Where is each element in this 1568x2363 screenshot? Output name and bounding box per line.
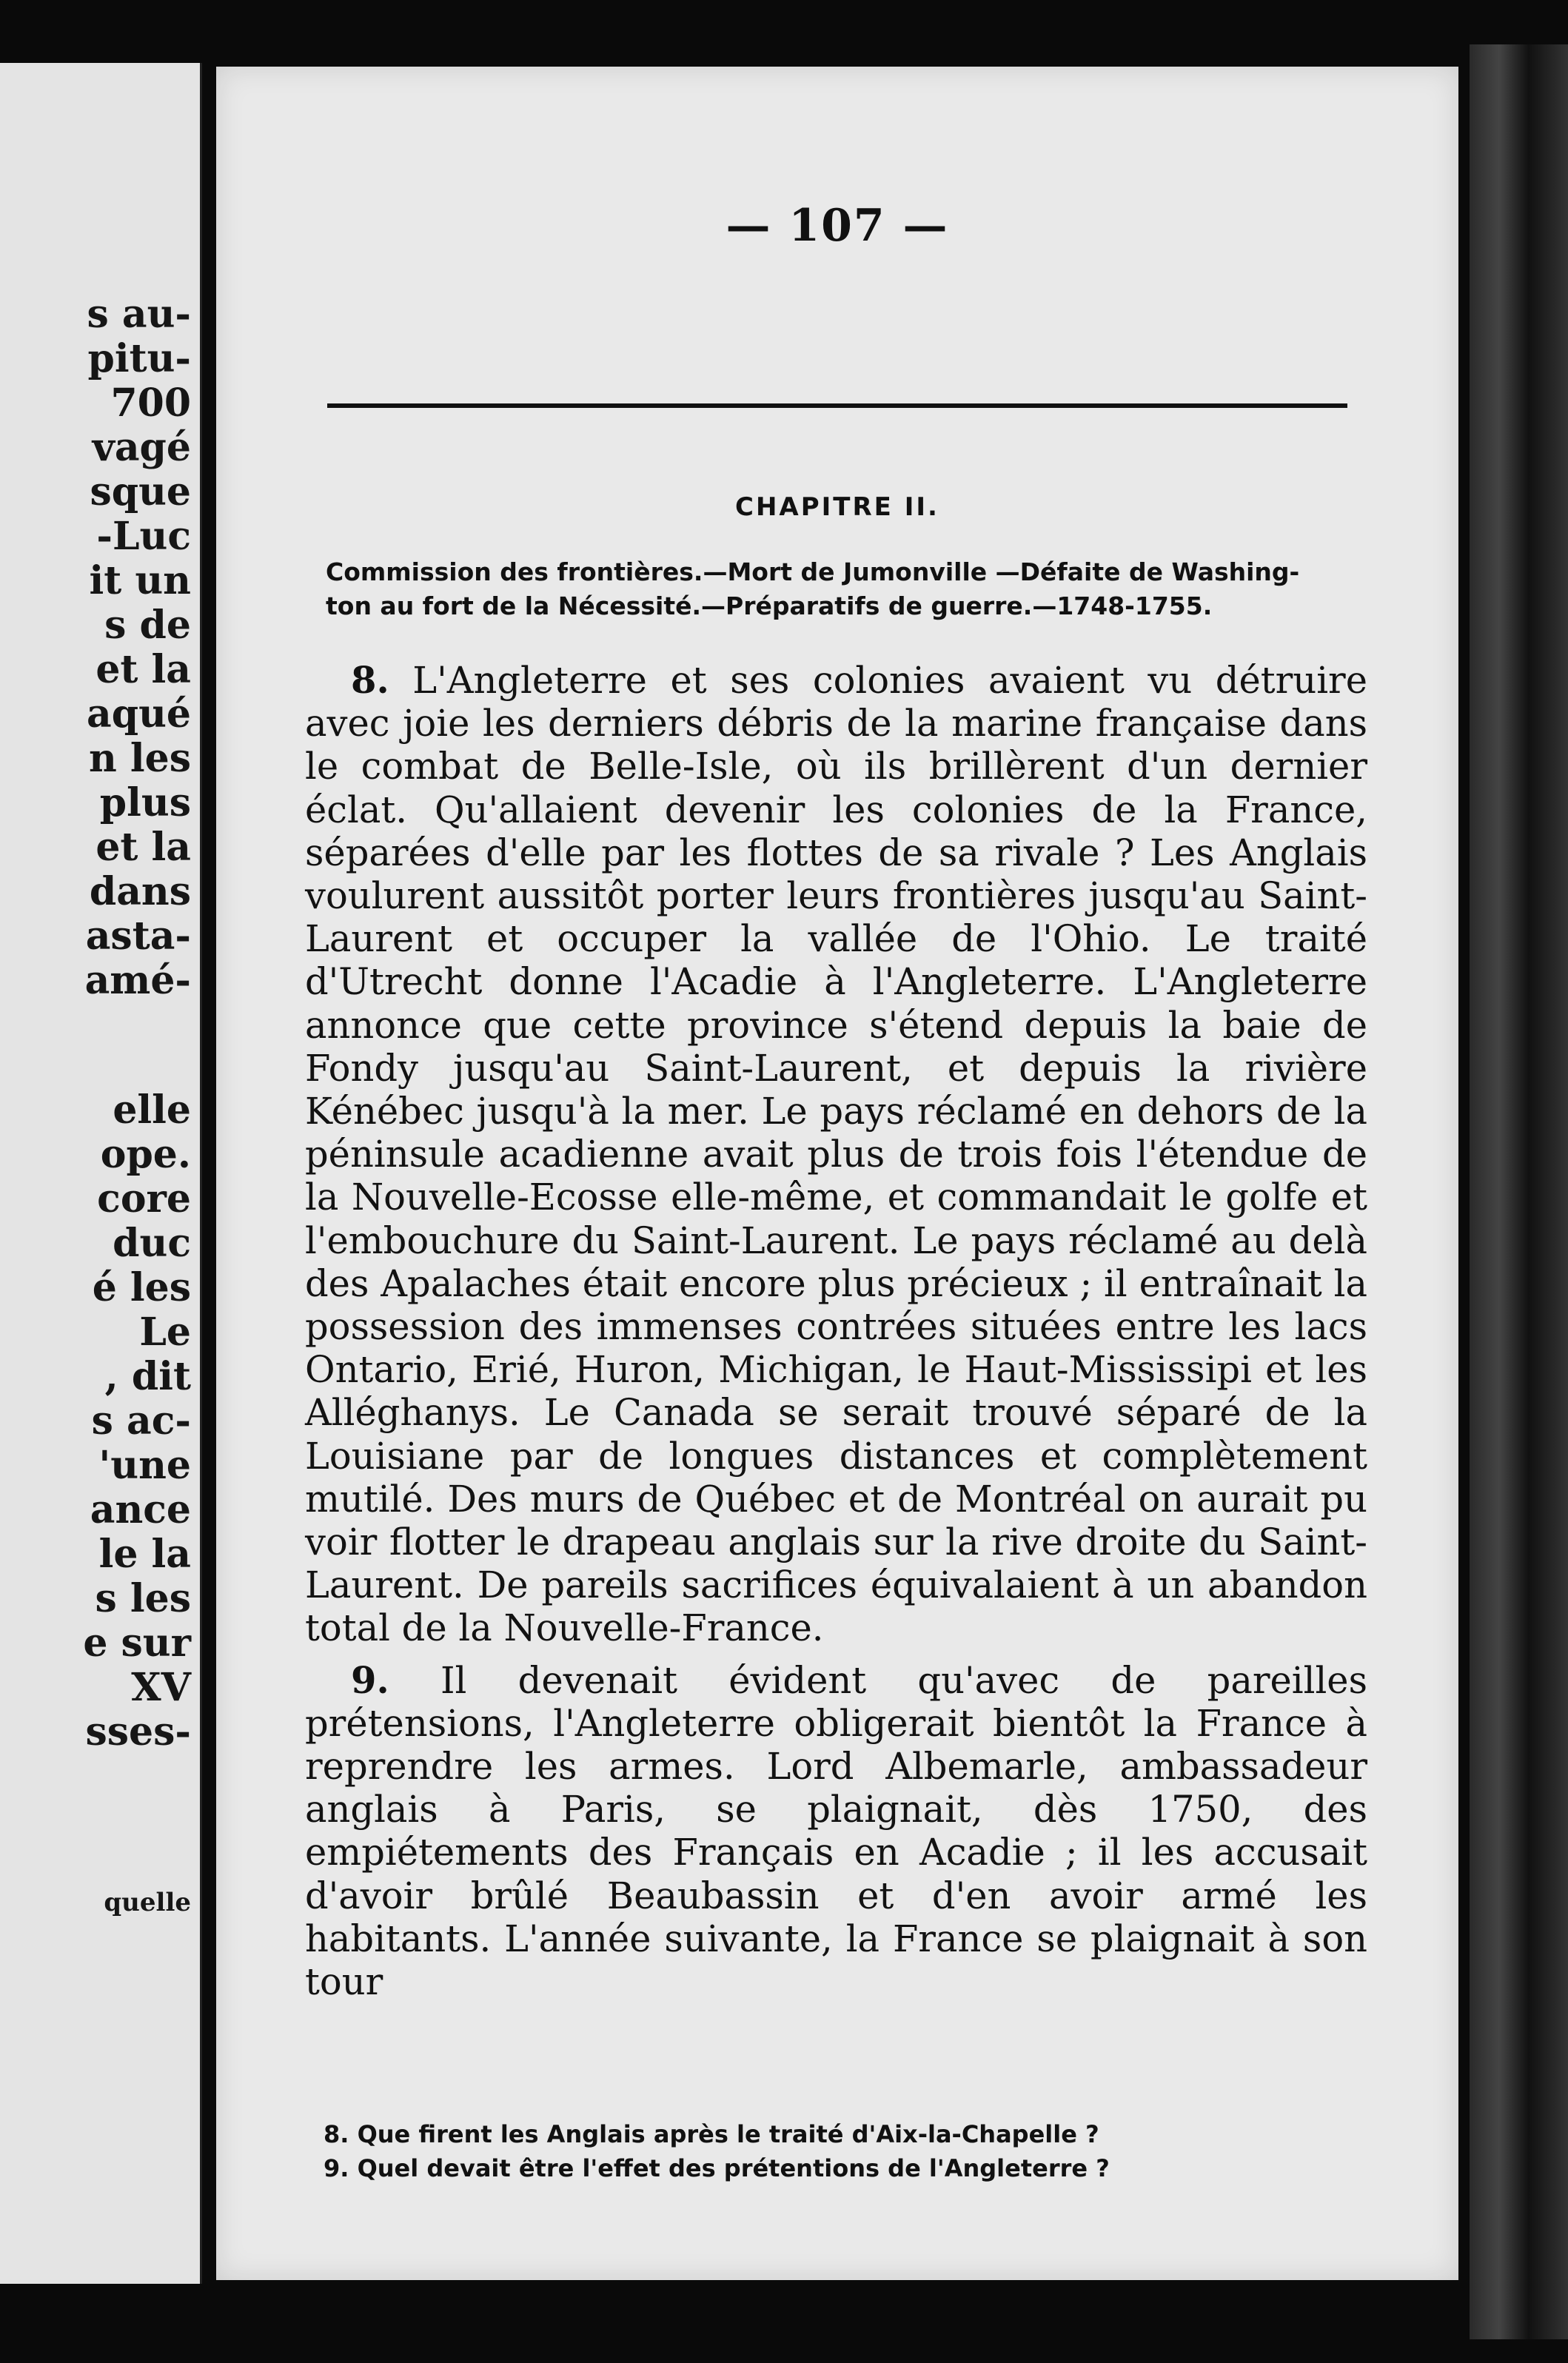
footnote: 8. Que firent les Anglais après le traité d'Aix-la-Chapelle ? (324, 2120, 1099, 2148)
left-page-text: plus (99, 780, 191, 825)
left-page-text: aqué (87, 691, 191, 737)
left-page-text: é les (92, 1265, 191, 1310)
paragraph-text: L'Angleterre et ses colonies avaient vu détruire avec joie les derniers débris de la marine française dans le combat de Belle-Isle, où ils brillèrent d'un dernier éclat. Qu'allaient devenir les colonies de la France, séparées d'elle par les flottes de sa rivale ? Les Anglais voulurent aussitôt porter leurs frontières jusqu'au Saint-Laurent et occuper la vallée de l'Ohio. Le traité d'Utrecht donne l'Acadie à l'Angleterre. L'Angleterre annonce que cette province s'étend depuis la baie de Fondy jusqu'au Saint-Laurent, et depuis la rivière Kénébec jusqu'à la mer. Le pays réclamé en dehors de la péninsule acadienne avait plus de trois fois l'étendue de la Nouvelle-Ecosse elle-même, et commandait le golfe et l'embouchure du Saint-Laurent. Le pays réclamé au delà des Apalaches était encore plus précieux ; il entraînait la possession des immenses contrées situées entre les lacs Ontario, Erié, Huron, Michigan, le Haut-Mississipi et les Alléghanys. Le Canada se serait trouvé séparé de la Louisiane par de longues distances et complètement mutilé. Des murs de Québec et de Montréal on aurait pu voir flotter le drapeau anglais sur la rive droite du Saint-Laurent. De pareils sacrifices équivalaient à un abandon total de la Nouvelle-France. (305, 659, 1367, 1650)
left-page-text: s au- (87, 292, 191, 337)
left-page-text: pitu- (87, 336, 191, 381)
left-page-text: et la (96, 647, 191, 692)
left-page-text: s les (95, 1576, 191, 1621)
paragraph-number: 8. (351, 659, 389, 702)
left-page-text: core (97, 1176, 191, 1221)
footnote: 9. Quel devait être l'effet des prétentions de l'Angleterre ? (324, 2154, 1110, 2182)
left-page-text: s ac- (91, 1398, 191, 1444)
left-page-text: asta- (85, 914, 191, 959)
book-spine-edge (1470, 44, 1568, 2339)
left-page-text: XV (131, 1665, 191, 1710)
left-page-text: 700 (110, 381, 191, 426)
book-page (216, 67, 1458, 2280)
left-page-fragment (0, 63, 202, 2284)
left-page-text: it un (89, 558, 191, 603)
left-page-text: , dit (104, 1354, 191, 1399)
footnotes (324, 2117, 1375, 2185)
left-page-text: ance (90, 1487, 191, 1532)
chapter-summary-line: ton au fort de la Nécessité.—Préparatifs de guerre.—1748-1755. (326, 591, 1213, 620)
chapter-summary-line: Commission des frontières.—Mort de Jumonville —Défaite de Washing- (326, 557, 1300, 586)
left-page-text: vagé (92, 425, 191, 470)
left-page-text: duc (113, 1221, 191, 1266)
chapter-heading: CHAPITRE II. (735, 492, 939, 522)
paragraph-number: 9. (351, 1658, 389, 1702)
left-page-text: Le (139, 1310, 191, 1355)
paragraph (305, 659, 1367, 1650)
left-page-text: et la (96, 825, 191, 870)
chapter-summary (326, 555, 1351, 623)
left-page-text: -Luc (96, 514, 191, 559)
left-page-text: n les (88, 736, 191, 781)
left-page-text: s de (104, 603, 191, 648)
left-page-text: sses- (85, 1709, 191, 1754)
left-page-text: 'une (98, 1443, 191, 1488)
page-number: — 107 — (726, 200, 949, 252)
left-page-text: amé- (84, 958, 191, 1003)
left-page-text: ope. (100, 1132, 191, 1177)
left-page-text: le la (98, 1532, 191, 1577)
paragraph (305, 1659, 1367, 2004)
left-page-text: elle (113, 1087, 191, 1133)
left-page-text: dans (89, 869, 191, 914)
paragraph-text: Il devenait évident qu'avec de pareilles prétensions, l'Angleterre obligerait bientôt la France à reprendre les armes. Lord Albemarle, ambassadeur anglais à Paris, se plaignait, dès 1750, des empiétements des Français en Acadie ; il les accusait d'avoir brûlé Beaubassin et d'en avoir armé les habitants. L'année suivante, la France se plaignait à son tour (305, 1658, 1367, 2004)
header-rule (327, 403, 1347, 408)
left-page-text: e sur (83, 1620, 191, 1666)
body-text (305, 659, 1367, 2012)
left-page-text: quelle (104, 1888, 191, 1917)
left-page-text: sque (90, 469, 191, 515)
